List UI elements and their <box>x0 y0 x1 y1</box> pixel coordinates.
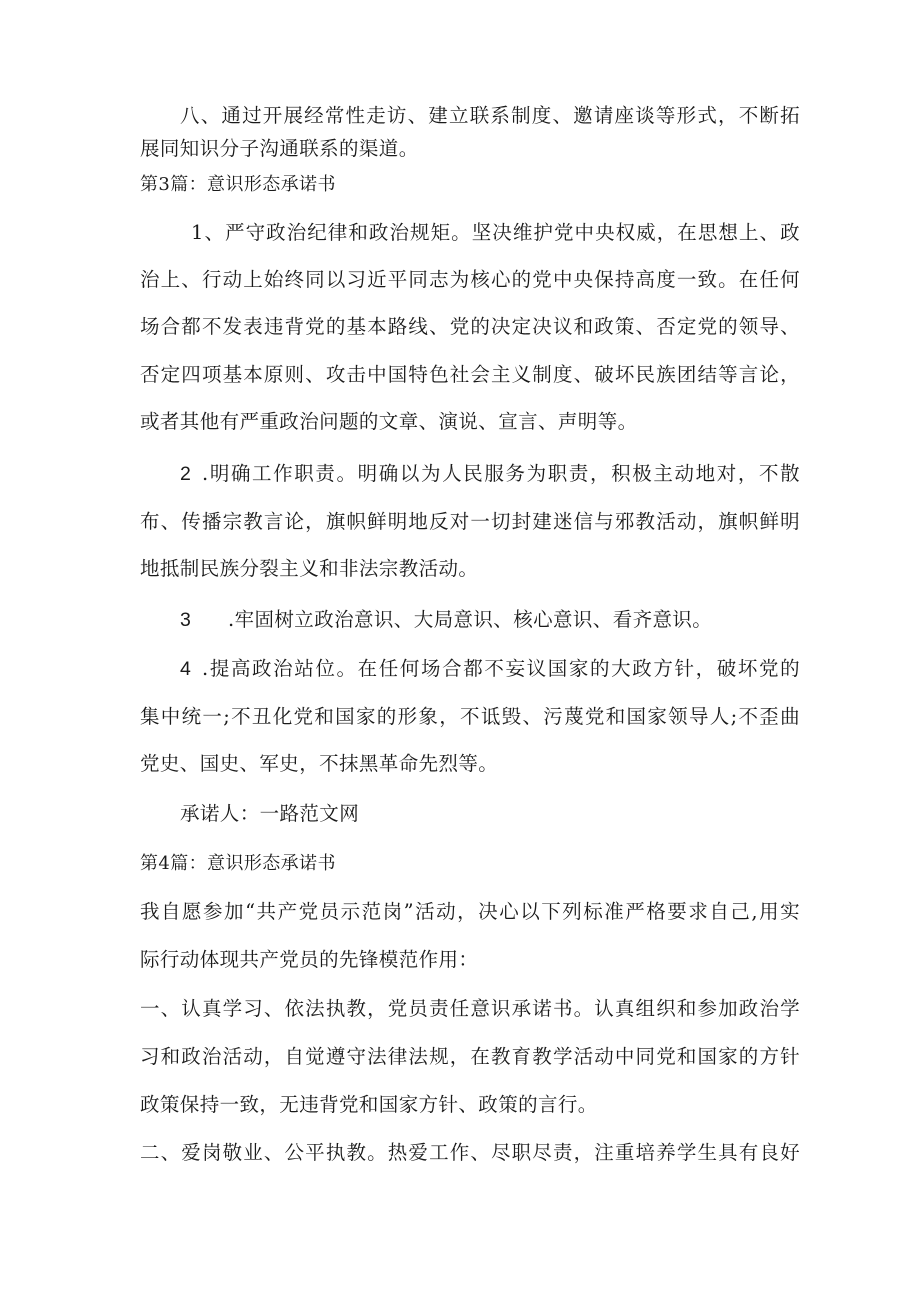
signature-line: 承诺人：一路范文网 <box>180 802 360 825</box>
paragraph-line: 八、通过开展经常性走访、建立联系制度、邀请座谈等形式，不断拓 <box>180 104 800 127</box>
paragraph-line: 展同知识分子沟通联系的渠道。 <box>140 137 419 160</box>
paragraph-line: 政策保持一致，无违背党和国家方针、政策的言行。 <box>140 1093 598 1116</box>
paragraph-line: 或者其他有严重政治问题的文章、演说、宣言、声明等。 <box>140 410 638 433</box>
paragraph-line: .明确工作职责。明确以为人民服务为职责，积极主动地对，不散 <box>202 462 800 485</box>
section-heading: 第3篇：意识形态承诺书 <box>140 174 336 195</box>
item-number: 4 <box>180 658 192 680</box>
paragraph-line: 二、爱岗敬业、公平执教。热爱工作、尽职尽责，注重培养学生具有良好 <box>140 1141 800 1164</box>
paragraph-line: 治上、行动上始终同以习近平同志为核心的党中央保持高度一致。在任何 <box>140 268 800 291</box>
paragraph-line: 习和政治活动，自觉遵守法律法规，在教育教学活动中同党和国家的方针 <box>140 1045 800 1068</box>
item-number: 2 <box>180 463 192 485</box>
paragraph-line: .牢固树立政治意识、大局意识、核心意识、看齐意识。 <box>228 608 713 631</box>
paragraph-line: 1、严守政治纪律和政治规矩。坚决维护党中央权威，在思想上、政 <box>191 221 800 244</box>
item-number: 3 <box>180 609 192 631</box>
paragraph-line: 布、传播宗教言论，旗帜鲜明地反对一切封建迷信与邪教活动，旗帜鲜明 <box>140 510 800 533</box>
paragraph-line: 否定四项基本原则、攻击中国特色社会主义制度、破坏民族团结等言论， <box>140 363 800 386</box>
paragraph-line: 际行动体现共产党员的先锋模范作用： <box>140 948 479 971</box>
paragraph-line: .提高政治站位。在任何场合都不妄议国家的大政方针，破坏党的 <box>202 657 800 680</box>
paragraph-line: 一、认真学习、依法执教，党员责任意识承诺书。认真组织和参加政治学 <box>140 997 800 1020</box>
paragraph-line: 集中统一;不丑化党和国家的形象，不诋毁、污蔑党和国家领导人;不歪曲 <box>140 705 800 728</box>
paragraph-line: 我自愿参加“共产党员示范岗”活动，决心以下列标准严格要求自己,用实 <box>140 900 800 923</box>
paragraph-line: 场合都不发表违背党的基本路线、党的决定决议和政策、否定党的领导、 <box>140 315 800 338</box>
paragraph-line: 地抵制民族分裂主义和非法宗教活动。 <box>140 557 479 580</box>
section-heading: 第4篇：意识形态承诺书 <box>140 853 336 874</box>
paragraph-line: 党史、国史、军史，不抹黑革命先烈等。 <box>140 752 499 775</box>
